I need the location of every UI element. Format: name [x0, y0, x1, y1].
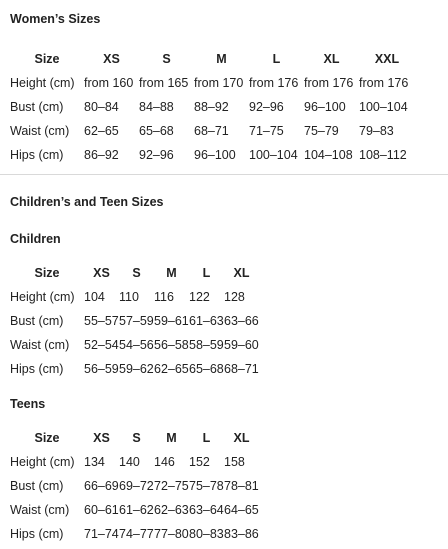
table-row: [10, 119, 415, 143]
table-cell: 128: [224, 290, 245, 304]
row-label: Hips (cm): [10, 362, 64, 376]
children-teen-sizes-heading: Children’s and Teen Sizes: [10, 195, 164, 209]
table-cell: 72–75: [154, 479, 189, 493]
children-heading: Children: [10, 232, 61, 246]
table-cell: from 176: [359, 76, 409, 90]
table-cell: 57–59: [119, 314, 154, 328]
column-header-s: S: [162, 52, 171, 66]
table-cell: 61–63: [189, 314, 224, 328]
column-header-xs: XS: [93, 431, 110, 445]
table-row: [10, 285, 259, 309]
column-header-m: M: [166, 266, 177, 280]
table-cell: 78–81: [224, 479, 259, 493]
row-label: Waist (cm): [10, 338, 70, 352]
table-row: [10, 333, 259, 357]
table-cell: 59–60: [224, 338, 259, 352]
table-cell: 68–71: [194, 124, 229, 138]
table-cell: 63–64: [189, 503, 224, 517]
column-header-m: M: [166, 431, 177, 445]
table-cell: from 165: [139, 76, 189, 90]
section-divider: [0, 174, 448, 175]
table-cell: 88–92: [194, 100, 229, 114]
column-header-xxl: XXL: [374, 52, 400, 66]
column-header-xl: XL: [323, 52, 340, 66]
table-cell: from 176: [249, 76, 299, 90]
table-cell: 68–71: [224, 362, 259, 376]
table-cell: 55–57: [84, 314, 119, 328]
teens-heading: Teens: [10, 397, 46, 411]
table-cell: 96–100: [194, 148, 236, 162]
table-cell: 58–59: [189, 338, 224, 352]
table-cell: 116: [154, 290, 174, 304]
table-row: [10, 71, 415, 95]
column-header-xl: XL: [233, 431, 250, 445]
table-cell: 62–65: [84, 124, 119, 138]
table-row: [10, 357, 259, 381]
table-row: [10, 450, 259, 474]
table-cell: 71–75: [249, 124, 284, 138]
column-header-s: S: [132, 431, 141, 445]
table-cell: from 160: [84, 76, 134, 90]
column-header-s: S: [132, 266, 141, 280]
table-cell: 134: [84, 455, 105, 469]
table-cell: from 170: [194, 76, 244, 90]
table-row: [10, 309, 259, 333]
column-header-size: Size: [34, 52, 60, 66]
row-label: Bust (cm): [10, 314, 64, 328]
children-size-table: [10, 261, 259, 381]
column-header-size: Size: [34, 266, 60, 280]
table-cell: 52–54: [84, 338, 119, 352]
table-cell: 79–83: [359, 124, 394, 138]
table-cell: 60–61: [84, 503, 119, 517]
table-cell: 75–78: [189, 479, 224, 493]
table-cell: 158: [224, 455, 245, 469]
column-header-m: M: [216, 52, 227, 66]
column-header-l: L: [202, 266, 211, 280]
table-cell: 100–104: [359, 100, 408, 114]
table-cell: 61–62: [119, 503, 154, 517]
table-cell: 75–79: [304, 124, 339, 138]
table-cell: 63–66: [224, 314, 259, 328]
table-header-row: [10, 261, 259, 285]
table-cell: 83–86: [224, 527, 259, 541]
row-label: Bust (cm): [10, 100, 64, 114]
column-header-xl: XL: [233, 266, 250, 280]
table-cell: 66–69: [84, 479, 119, 493]
table-cell: 77–80: [154, 527, 189, 541]
table-cell: 140: [119, 455, 140, 469]
womens-sizes-heading: Women’s Sizes: [10, 12, 101, 26]
table-row: [10, 498, 259, 522]
table-cell: 56–59: [84, 362, 119, 376]
table-cell: 64–65: [224, 503, 259, 517]
column-header-size: Size: [34, 431, 60, 445]
table-row: [10, 95, 415, 119]
row-label: Waist (cm): [10, 124, 70, 138]
table-header-row: [10, 47, 415, 71]
column-header-l: L: [202, 431, 211, 445]
table-cell: 56–58: [154, 338, 189, 352]
table-cell: from 176: [304, 76, 354, 90]
teens-size-table: [10, 426, 259, 546]
column-header-xs: XS: [93, 266, 110, 280]
table-cell: 80–84: [84, 100, 119, 114]
row-label: Height (cm): [10, 76, 75, 90]
table-cell: 96–100: [304, 100, 346, 114]
table-cell: 108–112: [359, 148, 407, 162]
column-header-l: L: [272, 52, 281, 66]
table-cell: 100–104: [249, 148, 298, 162]
table-cell: 84–88: [139, 100, 174, 114]
table-cell: 92–96: [139, 148, 174, 162]
column-header-xs: XS: [103, 52, 120, 66]
table-row: [10, 474, 259, 498]
table-cell: 59–62: [119, 362, 154, 376]
row-label: Height (cm): [10, 455, 75, 469]
table-cell: 65–68: [189, 362, 224, 376]
womens-size-table: [10, 47, 415, 167]
table-cell: 62–65: [154, 362, 189, 376]
row-label: Hips (cm): [10, 527, 64, 541]
row-label: Hips (cm): [10, 148, 64, 162]
table-cell: 80–83: [189, 527, 224, 541]
table-cell: 86–92: [84, 148, 119, 162]
table-cell: 152: [189, 455, 210, 469]
table-header-row: [10, 426, 259, 450]
row-label: Height (cm): [10, 290, 75, 304]
table-row: [10, 522, 259, 546]
table-cell: 104–108: [304, 148, 353, 162]
table-cell: 146: [154, 455, 175, 469]
row-label: Waist (cm): [10, 503, 70, 517]
table-cell: 74–77: [119, 527, 154, 541]
table-cell: 110: [119, 290, 139, 304]
table-row: [10, 143, 415, 167]
table-cell: 71–74: [84, 527, 119, 541]
table-cell: 69–72: [119, 479, 154, 493]
table-cell: 65–68: [139, 124, 174, 138]
table-cell: 59–61: [154, 314, 189, 328]
table-cell: 104: [84, 290, 105, 304]
table-cell: 62–63: [154, 503, 189, 517]
table-cell: 54–56: [119, 338, 154, 352]
table-cell: 122: [189, 290, 210, 304]
row-label: Bust (cm): [10, 479, 64, 493]
table-cell: 92–96: [249, 100, 284, 114]
